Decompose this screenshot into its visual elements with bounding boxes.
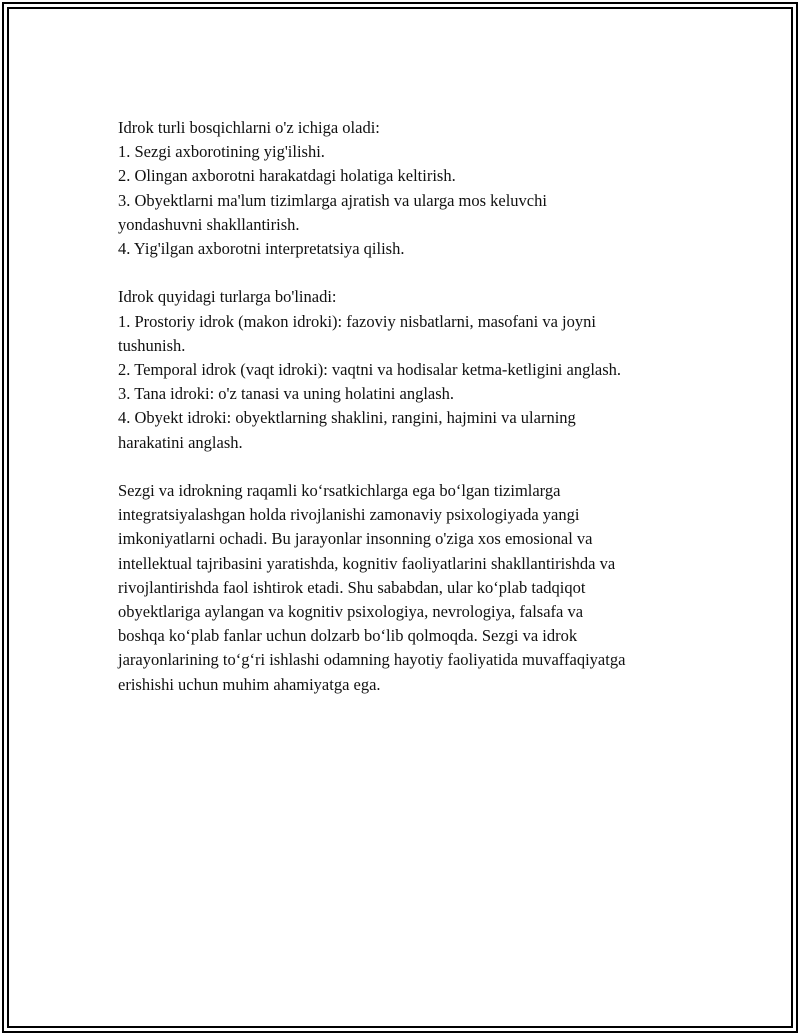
list-item: 3. Obyektlarni ma'lum tizimlarga ajratish va ularga mos keluvchi (118, 190, 547, 210)
paragraph-conclusion (118, 479, 708, 697)
list-item: 3. Tana idroki: o'z tanasi va uning holatini anglash. (118, 384, 455, 404)
list-item-continuation: harakatini anglash. (118, 432, 243, 452)
text-line: boshqa ko‘plab fanlar uchun dolzarb bo‘lib qolmoqda. Sezgi va idrok (118, 626, 578, 646)
text-line: integratsiyalashgan holda rivojlanishi zamonaviy psixologiyada yangi (118, 505, 580, 525)
text-line: rivojlantirishda faol ishtirok etadi. Shu sababdan, ular ko‘plab tadqiqot (118, 577, 586, 597)
text-line: obyektlariga aylangan va kognitiv psixologiya, nevrologiya, falsafa va (118, 602, 584, 622)
list-item: 4. Obyekt idroki: obyektlarning shaklini, rangini, hajmini va ularning (118, 408, 576, 428)
list-item-continuation: yondashuvni shakllantirish. (118, 214, 300, 234)
list-item: 4. Yig'ilgan axborotni interpretatsiya qilish. (118, 239, 405, 259)
list-item: 2. Temporal idrok (vaqt idroki): vaqtni va hodisalar ketma-ketligini anglash. (118, 360, 622, 380)
list-item: 1. Prostoriy idrok (makon idroki): fazoviy nisbatlarni, masofani va joyni (118, 311, 596, 331)
text-line: Sezgi va idrokning raqamli ko‘rsatkichlarga ega bo‘lgan tizimlarga (118, 481, 561, 501)
paragraph-idrok-stages (118, 116, 708, 261)
paragraph-heading: Idrok turli bosqichlarni o'z ichiga oladi: (118, 118, 380, 137)
document-body (118, 116, 708, 721)
text-line: erishishi uchun muhim ahamiyatga ega. (118, 674, 381, 694)
paragraph-idrok-types (118, 285, 708, 454)
text-line: imkoniyatlarni ochadi. Bu jarayonlar insonning o'ziga xos emosional va (118, 529, 593, 549)
text-line: intellektual tajribasini yaratishda, kognitiv faoliyatlarini shakllantirishda va (118, 553, 616, 573)
list-item: 1. Sezgi axborotining yig'ilishi. (118, 142, 325, 162)
text-line: jarayonlarining to‘g‘ri ishlashi odamning hayotiy faoliyatida muvaffaqiyatga (118, 650, 626, 670)
paragraph-heading: Idrok quyidagi turlarga bo'linadi: (118, 287, 337, 307)
list-item-continuation: tushunish. (118, 335, 186, 355)
list-item: 2. Olingan axborotni harakatdagi holatiga keltirish. (118, 166, 456, 186)
